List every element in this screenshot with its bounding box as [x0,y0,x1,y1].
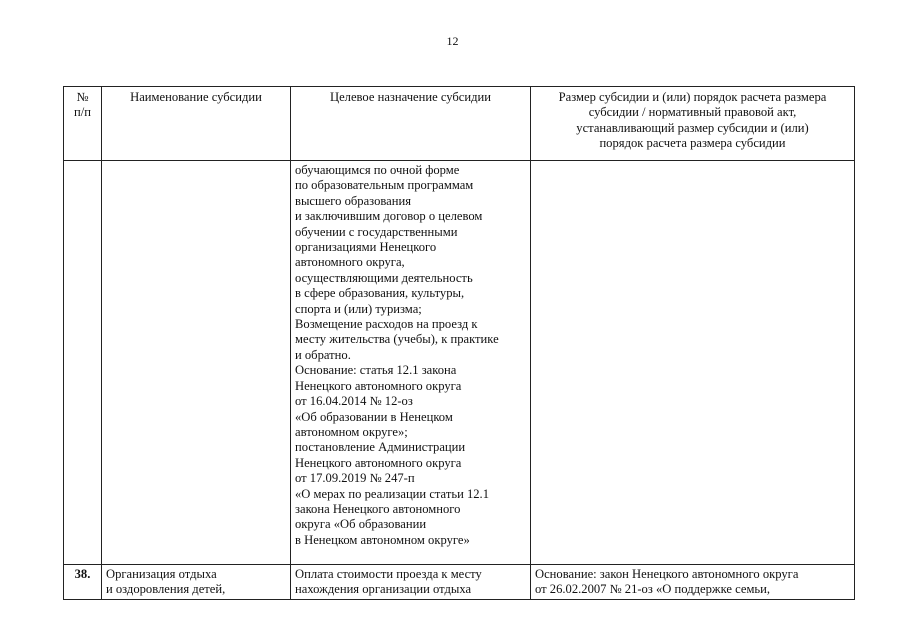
text-line: Основание: закон Ненецкого автономного округа [535,567,799,581]
text-line: округа «Об образовании [295,517,427,532]
header-name [102,87,291,161]
header-purpose [291,87,531,161]
text-line: в сфере образования, культуры, [295,286,465,301]
text-line: постановление Администрации [295,440,466,455]
header-line: Наименование субсидии [130,90,262,104]
subsidy-purpose-cell [291,565,531,600]
header-line: Размер субсидии и (или) порядок расчета размера [558,90,827,104]
text-line: автономном округе»; [295,424,408,439]
text-line: осуществляющими деятельность [295,270,473,285]
text-line: Оплата стоимости проезда к месту [295,567,482,581]
text-line: закона Ненецкого автономного [295,501,461,516]
subsidy-name-cell [102,565,291,600]
text-line: Основание: статья 12.1 закона [295,363,457,378]
text-line: «О мерах по реализации статьи 12.1 [295,486,489,501]
row-number-cell: 38. [64,565,102,600]
text-line: Организация отдыха [106,567,217,581]
subsidy-size-cell [531,161,855,565]
text-line: Возмещение расходов на проезд к [295,317,478,332]
text-line: от 26.02.2007 № 21-оз «О поддержке семьи, [535,582,771,597]
text-line: обучении с государственными [295,224,458,239]
text-line: от 16.04.2014 № 12-оз [295,394,413,409]
text-line: Ненецкого автономного округа [295,378,462,393]
text-line: по образовательным программам [295,178,474,193]
table-row [64,161,855,565]
text-line: и обратно. [295,347,351,362]
header-line: № [76,90,89,104]
text-line: нахождения организации отдыха [295,582,472,597]
header-line: устанавливающий размер субсидии и (или) [576,120,809,135]
text-line: «Об образовании в Ненецком [295,409,453,424]
row-number-cell [64,161,102,565]
table-row [64,565,855,600]
header-size [531,87,855,161]
header-number [64,87,102,161]
text-line: от 17.09.2019 № 247-п [295,471,415,486]
header-line: Целевое назначение субсидии [329,90,492,104]
text-line: высшего образования [295,193,412,208]
subsidy-name-cell [102,161,291,565]
text-line: и оздоровления детей, [106,582,226,597]
header-line: п/п [74,105,91,120]
text-line: автономного округа, [295,255,405,270]
text-line: Ненецкого автономного округа [295,455,462,470]
text-line: месту жительства (учебы), к практике [295,332,499,347]
header-line: порядок расчета размера субсидии [599,136,786,151]
subsidy-size-cell [531,565,855,600]
subsidy-table [63,86,855,600]
text-line: и заключившим договор о целевом [295,209,483,224]
text-line: в Ненецком автономном округе» [295,532,470,547]
header-line: субсидии / нормативный правовой акт, [588,105,797,120]
subsidy-purpose-cell [291,161,531,565]
table-header-row [64,87,855,161]
text-line: организациями Ненецкого [295,240,437,255]
text-line: спорта и (или) туризма; [295,301,422,316]
text-line: обучающимся по очной форме [295,163,460,177]
page-number: 12 [446,34,459,48]
